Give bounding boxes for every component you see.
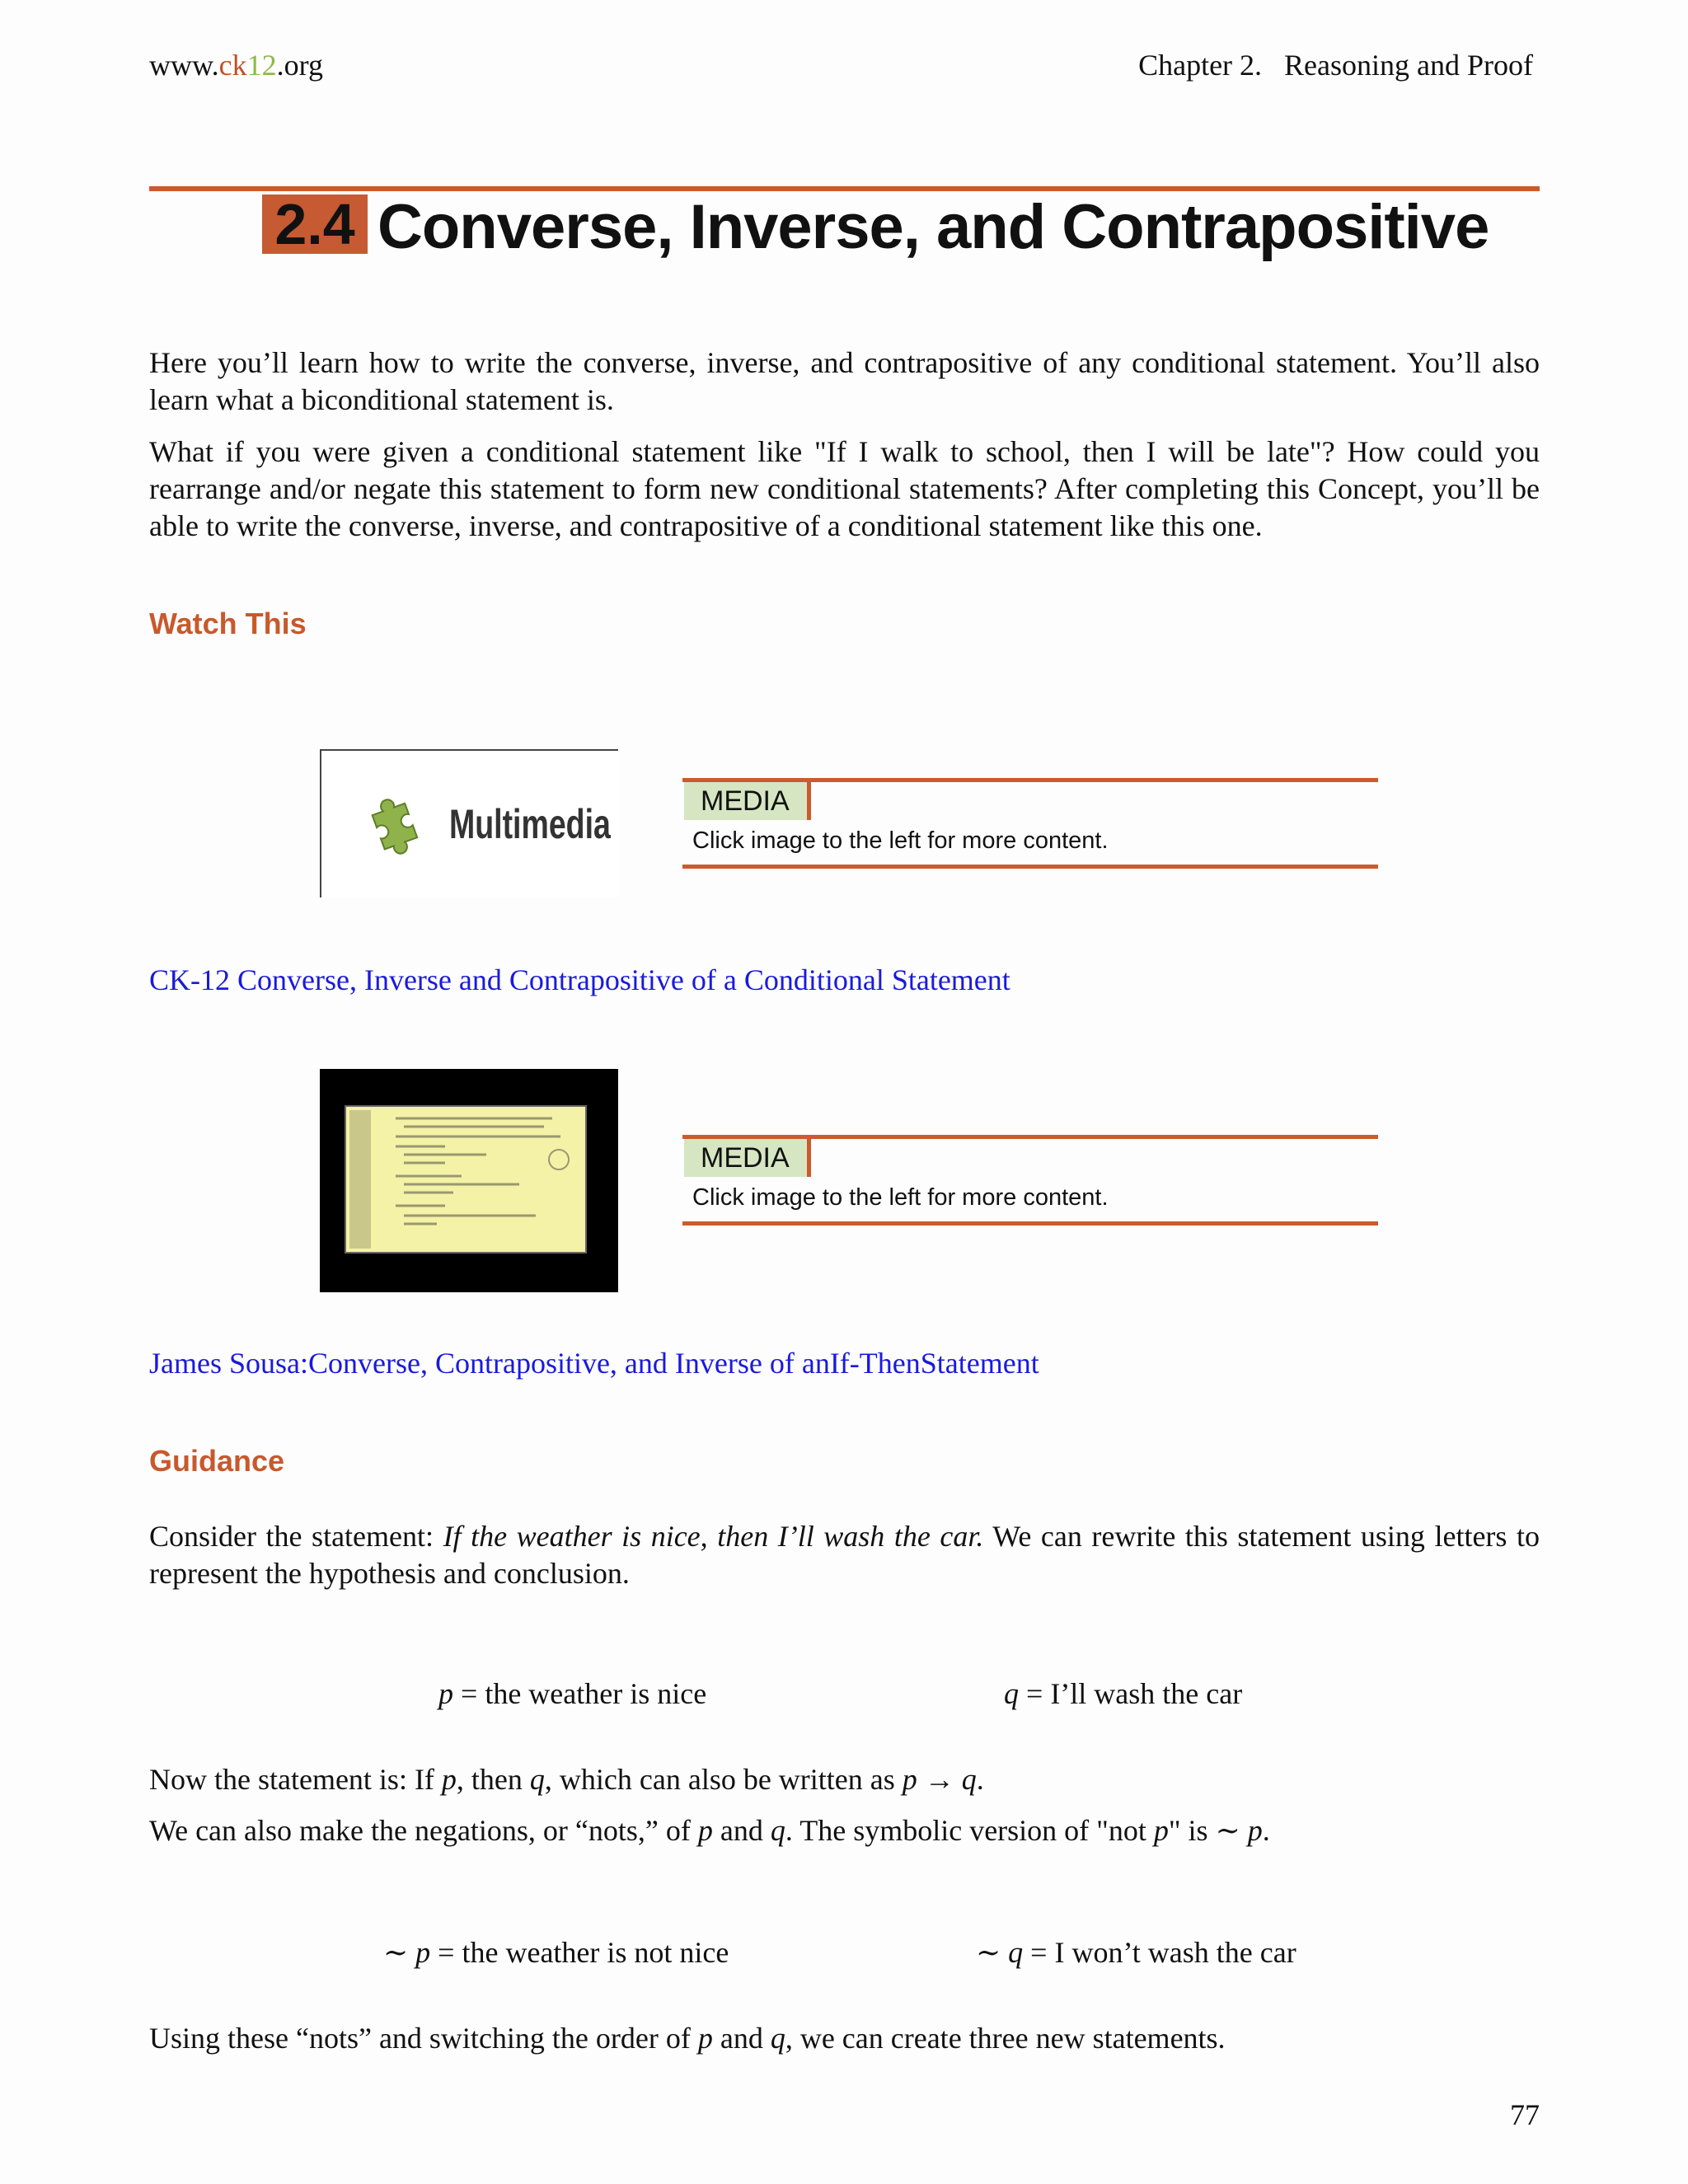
site-12: 12 (246, 49, 277, 82)
equation-not-q: ∼ q = I won’t wash the car (976, 1936, 1296, 1969)
equation-p: p = the weather is nice (438, 1677, 707, 1710)
page-number: 77 (1510, 2098, 1540, 2131)
text: Now the statement is: If (149, 1763, 442, 1796)
section-title: Converse, Inverse, and Contrapositive (377, 192, 1489, 262)
eq-rhs: I’ll wash the car (1050, 1677, 1243, 1710)
media-box-2 (682, 1135, 1378, 1226)
text: . (1262, 1814, 1270, 1847)
video-thumbnail[interactable] (320, 1069, 618, 1292)
eq-rhs: the weather is not nice (462, 1936, 729, 1969)
media-link-1[interactable]: CK-12 Converse, Inverse and Contrapositive of a Conditional Statement (149, 963, 1010, 996)
media-caption: Click image to the left for more content. (692, 1184, 1109, 1211)
text: and (712, 1814, 771, 1847)
site-ck: ck (218, 49, 247, 82)
implication-expression: p → q (902, 1763, 977, 1796)
site-prefix: www. (149, 49, 219, 82)
text: . (976, 1763, 984, 1796)
guidance-text: We can rewrite this statement using letters to represent the hypothesis and conclusion. (149, 1520, 1540, 1590)
text: and (712, 2022, 771, 2055)
text: , which can also be written as (544, 1763, 903, 1796)
site-suffix: .org (276, 49, 323, 82)
var-q: q (529, 1763, 545, 1796)
media-link-2[interactable]: James Sousa:Converse, Contrapositive, and Inverse of anIf-ThenStatement (149, 1347, 1039, 1380)
eq-rhs: I won’t wash the car (1054, 1936, 1296, 1969)
site-url (149, 48, 323, 82)
media-box-bottom-rule (682, 1221, 1378, 1226)
text: We can also make the negations, or “nots,” of (149, 1814, 698, 1847)
media-caption: Click image to the left for more content. (692, 827, 1109, 854)
var-p: p (1153, 1814, 1169, 1847)
eq-var: ∼ q (976, 1936, 1024, 1969)
intro-paragraph-1: Here you’ll learn how to write the converse, inverse, and contrapositive of any conditional statement. You’ll also learn what a biconditional statement is. (149, 346, 1540, 416)
negation-expression: ∼ p (1215, 1814, 1263, 1847)
guidance-text: Consider the statement: (149, 1520, 443, 1553)
guidance-paragraph-1 (149, 1518, 1540, 1592)
text: . The symbolic version of "not (785, 1814, 1154, 1847)
media-tag: MEDIA (684, 1139, 811, 1177)
guidance-paragraph-2 (149, 1761, 1540, 1798)
guidance-paragraph-4 (149, 2020, 1540, 2057)
chapter-header: Chapter 2. Reasoning and Proof (1138, 49, 1533, 82)
text: " is (1168, 1814, 1216, 1847)
media-box-bottom-rule (682, 865, 1378, 869)
section-number: 2.4 (262, 194, 368, 254)
var-q: q (770, 2022, 785, 2055)
watch-this-heading: Watch This (149, 607, 307, 640)
eq-var: ∼ p (383, 1936, 431, 1969)
text: , then (456, 1763, 530, 1796)
multimedia-thumbnail[interactable] (320, 749, 618, 898)
eq-var: p (438, 1677, 453, 1710)
media-tag: MEDIA (684, 782, 811, 820)
eq-var: q (1004, 1677, 1019, 1710)
var-p: p (697, 2022, 713, 2055)
var-p: p (441, 1763, 457, 1796)
puzzle-icon (361, 794, 427, 860)
media-box-1 (682, 778, 1378, 869)
equation-q: q = I’ll wash the car (1004, 1677, 1243, 1710)
eq-rhs: the weather is nice (485, 1677, 707, 1710)
video-slide-graphic (346, 1107, 585, 1252)
text: , we can create three new statements. (785, 2022, 1226, 2055)
video-screen (345, 1105, 587, 1254)
guidance-paragraph-3 (149, 1812, 1540, 1849)
example-statement: If the weather is nice, then I’ll wash the car. (443, 1520, 984, 1553)
text: Using these “nots” and switching the order of (149, 2022, 698, 2055)
equation-not-p: ∼ p = the weather is not nice (383, 1936, 729, 1969)
intro-paragraph-2: What if you were given a conditional statement like "If I walk to school, then I will be late"? How could you rearrange and/or negate this statement to form new conditional statements? After completing this Concept, you’ll be able to write the converse, inverse, and contrapositive of a conditional statement like this one. (149, 435, 1540, 542)
var-p: p (697, 1814, 713, 1847)
guidance-heading: Guidance (149, 1444, 285, 1478)
multimedia-label: Multimedia (449, 801, 611, 847)
var-q: q (770, 1814, 785, 1847)
